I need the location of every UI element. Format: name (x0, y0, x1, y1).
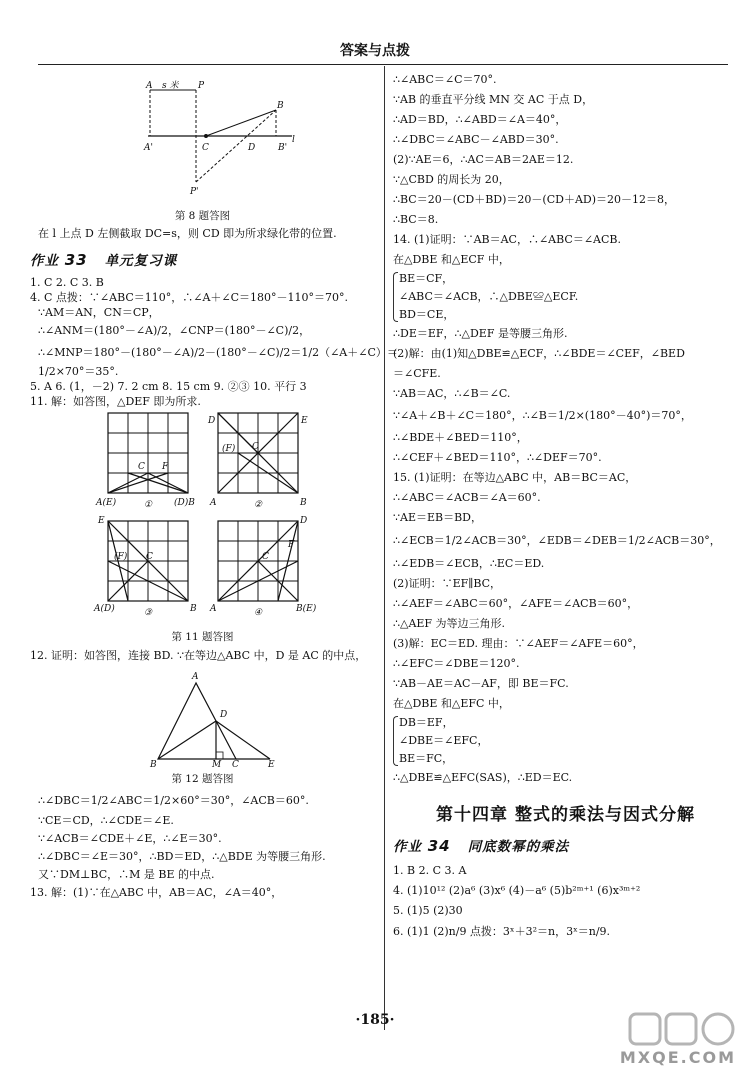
answer-line: ∵△CBD 的周长为 20， (393, 173, 510, 186)
grid-1 (95, 413, 195, 510)
grid-2 (207, 413, 308, 510)
fig12-label-A: A (192, 672, 199, 682)
answer-line: (2)解：由(1)知△DBE≌△ECF，∴∠BDE＝∠CEF，∠BED (393, 347, 685, 360)
figure-12-diagram (30, 663, 375, 767)
answer-line: ∴∠DBC＝∠ABC－∠ABD＝30°. (393, 133, 559, 146)
grid-3 (93, 516, 197, 618)
fig12-label-B: B (150, 760, 157, 767)
grid4-label-BE: B(E) (296, 604, 317, 614)
fig8-label-B: B (277, 101, 284, 111)
grid1-label-C: C (138, 462, 145, 472)
fig8-label-Ap: A' (144, 143, 153, 153)
fig8-label-D: D (248, 143, 256, 153)
fig8-label-C: C (202, 143, 209, 153)
answer-line: 14. (1)证明：∵AB＝AC，∴∠ABC＝∠ACB. (393, 233, 621, 246)
answer-line: 6. (1)1 (2)n/9 点拨：3ˣ＋3²＝n，3ˣ＝n/9. (393, 925, 611, 938)
answer-line: ∴DE＝EF，∴△DEF 是等腰三角形. (393, 327, 568, 340)
grid4-label-F: F (288, 540, 295, 550)
answer-line: ∴∠MNP＝180°－(180°－∠A)/2－(180°－∠C)/2＝1/2（∠A＋∠C）＝ (38, 346, 398, 359)
answer-line: 在△DBE 和△ECF 中， (393, 253, 510, 266)
grid3-label-F: (F) (114, 552, 128, 562)
answer-line: ∵AB－AE＝AC－AF，即 BE＝FC. (393, 677, 569, 690)
grid4-label-A: A (210, 604, 217, 614)
answer-line: 4. (1)10¹² (2)a⁶ (3)x⁶ (4)－a⁶ (5)b²ᵐ⁺¹ (6)x³ᵐ⁺² (393, 884, 641, 897)
grid3-label-B: B (190, 604, 197, 614)
fig8-label-Bp: B' (278, 143, 288, 153)
fig8-label-s: s 米 (162, 81, 179, 91)
section-33-number: 33 (64, 251, 88, 269)
fig8-label-Pp: P' (190, 187, 199, 197)
brace-conditions-1 (393, 270, 738, 324)
figure-8-diagram (30, 70, 375, 204)
answer-line: ∵CE＝CD，∴∠CDE＝∠E. (38, 814, 174, 827)
fig12-label-D: D (220, 710, 228, 720)
section-34-number: 34 (427, 837, 451, 855)
grid1-label-AE: A(E) (96, 498, 117, 508)
answer-line: 又∵DM⊥BC，∴M 是 BE 的中点. (38, 868, 215, 881)
fig8-label-l: l (292, 135, 295, 145)
right-column (393, 70, 738, 943)
section-33-label: 作业 (30, 253, 59, 269)
grid3-label-AD: A(D) (94, 604, 115, 614)
page-header (0, 0, 750, 64)
answer-line: ∵AB＝AC，∴∠B＝∠C. (393, 387, 511, 400)
grid4-label-C: C (262, 552, 269, 562)
brace-line: ∠ABC＝∠ACB，∴△DBE≌△ECF. (399, 290, 579, 303)
answer-line: ∴∠DBC＝∠E＝30°，∴BD＝ED，∴△BDE 为等腰三角形. (38, 850, 326, 863)
grid1-label-DB: (D)B (174, 498, 195, 508)
figure-8-caption: 第 8 题答图 (174, 210, 231, 222)
answer-line: ∵∠ACB＝∠CDE＋∠E，∴∠E＝30°. (38, 832, 222, 845)
answer-line: 4. C 点拨：∵∠ABC＝110°，∴∠A＋∠C＝180°－110°＝70°. (30, 291, 349, 304)
answer-line: ∴AD＝BD，∴∠ABD＝∠A＝40°， (393, 113, 567, 126)
brace-line: ∠DBE＝∠EFC， (399, 734, 489, 747)
brace-line: BE＝FC， (399, 752, 454, 765)
answer-line: 在△DBE 和△EFC 中， (393, 697, 510, 710)
grid2-label-F: (F) (222, 444, 236, 454)
answer-line: ∴∠ANM＝(180°－∠A)/2，∠CNP＝(180°－∠C)/2， (38, 324, 311, 337)
answer-line: ∴BC＝8. (393, 213, 439, 226)
figure-11-caption: 第 11 题答图 (171, 631, 234, 643)
answer-line: ∴∠CEF＋∠BED＝110°，∴∠DEF＝70°. (393, 451, 602, 464)
answer-line: 5. A 6. (1，－2) 7. 2 cm 8. 15 cm 9. ②③ 10. 平行 3 (30, 380, 307, 393)
section-34-label: 作业 (393, 839, 422, 855)
answer-line: 1. B 2. C 3. A (393, 864, 467, 877)
grid3-number: ③ (144, 608, 153, 618)
brace-line: BD＝CE， (399, 308, 455, 321)
fig8-text: 在 l 上点 D 左侧截取 DC=s，则 CD 即为所求绿化带的位置. (38, 227, 337, 240)
brace-line: BE＝CF， (399, 272, 454, 285)
fig12-label-E: E (268, 760, 275, 767)
header-title: 答案与点拨 (340, 43, 410, 59)
column-divider (384, 66, 385, 1030)
answer-line: ∴∠DBC＝1/2∠ABC＝1/2×60°＝30°，∠ACB＝60°. (38, 794, 309, 807)
answer-line: 1/2×70°＝35°. (38, 365, 119, 378)
fig8-label-A: A (146, 81, 153, 91)
section-33-title: 单元复习课 (104, 253, 178, 269)
fig12-label-M: M (212, 760, 222, 767)
answer-line: ∴∠AEF＝∠ABC＝60°，∠AFE＝∠ACB＝60°， (393, 597, 639, 610)
grid4-label-D: D (300, 516, 308, 526)
watermark-text: MXQE.COM (619, 1048, 736, 1067)
answer-line: 11. 解：如答图，△DEF 即为所求. (30, 395, 201, 408)
answer-line: ∵∠A＋∠B＋∠C＝180°，∴∠B＝1/2×(180°－40°)＝70°， (393, 409, 692, 422)
q12-intro: 12. 证明：如答图，连接 BD. ∵在等边△ABC 中，D 是 AC 的中点， (30, 649, 367, 662)
answer-line: 13. 解：(1)∵在△ABC 中，AB＝AC，∠A＝40°， (30, 886, 283, 899)
answer-line: ∵AB 的垂直平分线 MN 交 AC 于点 D， (393, 93, 594, 106)
brace-conditions-2 (393, 714, 738, 768)
left-column (30, 70, 398, 902)
grid1-number: ① (144, 500, 153, 510)
answer-line: ∴∠ABC＝∠ACB＝∠A＝60°. (393, 491, 541, 504)
answer-line: ∴△DBE≌△EFC(SAS)，∴ED＝EC. (393, 771, 573, 784)
grid2-label-E: E (301, 416, 308, 426)
grid-4 (209, 516, 317, 618)
answer-line: ∴∠ECB＝1/2∠ACB＝30°，∠EDB＝∠DEB＝1/2∠ACB＝30°， (393, 534, 721, 547)
page-number: ·185· (355, 1012, 395, 1028)
grid2-label-A: A (210, 498, 217, 508)
grid3-label-C: C (146, 552, 153, 562)
grid3-label-E: E (98, 516, 105, 526)
figure-12-caption: 第 12 题答图 (171, 773, 234, 785)
answer-line: ∵AE＝EB＝BD， (393, 511, 482, 524)
answer-line: ∵AM＝AN，CN＝CP， (38, 306, 160, 319)
grid2-number: ② (254, 500, 263, 510)
grid4-number: ④ (254, 608, 263, 618)
header-rule (38, 64, 728, 65)
answer-line: ∴∠EFC＝∠DBE＝120°. (393, 657, 520, 670)
answer-line: ∴∠BDE＋∠BED＝110°， (393, 431, 528, 444)
fig12-label-C: C (232, 760, 239, 767)
grid2-label-D: D (208, 416, 216, 426)
grid2-label-B: B (300, 498, 307, 508)
brace-line: DB＝EF， (399, 716, 454, 729)
answer-line: ∴∠EDB＝∠ECB，∴EC＝ED. (393, 557, 545, 570)
grid2-label-C: C (252, 442, 259, 452)
figure-11-grids (30, 409, 375, 625)
answer-line: ∴△AEF 为等边三角形. (393, 617, 506, 630)
section-33-heading (30, 249, 375, 269)
answer-line: 5. (1)5 (2)30 (393, 904, 463, 917)
fig8-label-P: P (198, 81, 205, 91)
section-34-heading (393, 835, 738, 855)
grid1-label-F: F (162, 462, 169, 472)
answer-line: ∴BC＝20－(CD＋BD)＝20－(CD＋AD)＝20－12＝8， (393, 193, 675, 206)
answer-line: 1. C 2. C 3. B (30, 276, 104, 289)
answer-line: (2)证明：∵EF∥BC， (393, 577, 502, 590)
chapter-title: 第十四章 整式的乘法与因式分解 (436, 805, 695, 825)
answer-line: (3)解：EC＝ED. 理由：∵∠AEF＝∠AFE＝60°， (393, 637, 644, 650)
answer-line: ∴∠ABC＝∠C＝70°. (393, 73, 497, 86)
answer-line: 15. (1)证明：在等边△ABC 中，AB＝BC＝AC， (393, 471, 637, 484)
section-34-title: 同底数幂的乘法 (467, 839, 570, 855)
answer-line: ＝∠CFE. (393, 367, 441, 380)
answer-line: (2)∵AE＝6，∴AC＝AB＝2AE＝12. (393, 153, 574, 166)
